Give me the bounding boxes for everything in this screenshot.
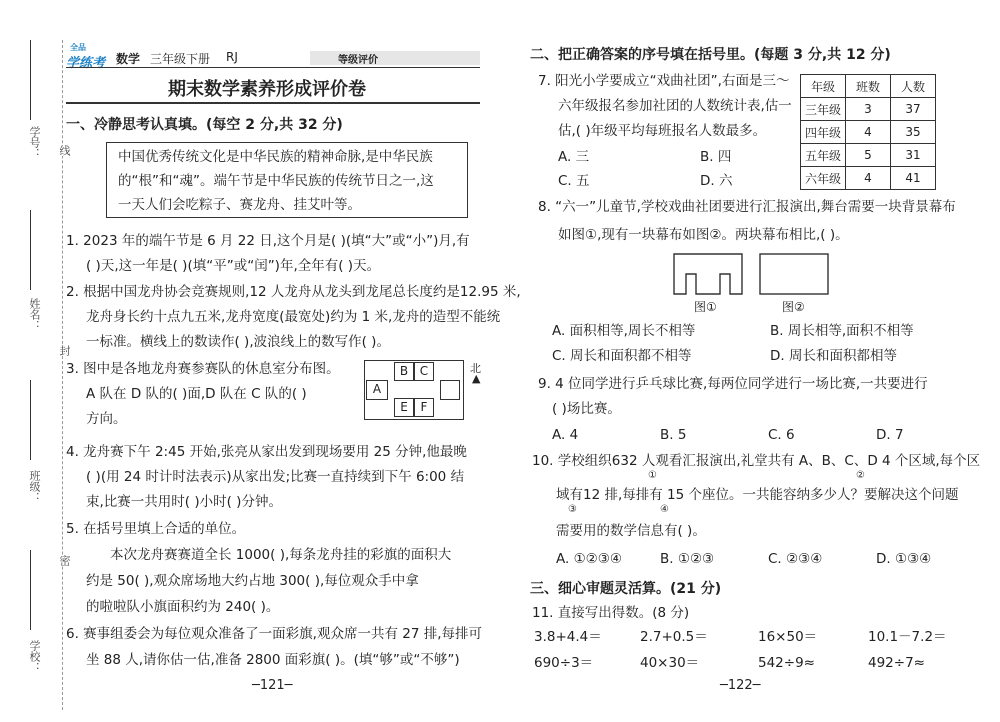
table-cell: 4 [846, 167, 891, 190]
q6-line: 6. 赛事组委会为每位观众准备了一面彩旗,观众席一共有 27 排,每排可 [66, 626, 483, 642]
id-field[interactable] [30, 40, 31, 120]
q8-option[interactable]: B. 周长相等,面积不相等 [770, 323, 914, 339]
table-cell: 37 [891, 98, 936, 121]
cut-mark-3: 密 [58, 555, 71, 566]
q1-line: 1. 2023 年的端午节是 6 月 22 日,这个月是( )(填“大”或“小”)月,有 [66, 233, 470, 249]
q10-line: 域有12 排,每排有 15 个座位。一共能容纳多少人？要解决这个问题 [556, 487, 959, 503]
cut-mark-2: 封 [58, 345, 71, 356]
q10-option[interactable]: D. ①③④ [876, 551, 932, 567]
table-cell: 六年级 [801, 167, 846, 190]
q6-line: 坐 88 人,请你估一估,准备 2800 面彩旗( )。(填“够”或“不够”) [86, 652, 460, 668]
name-field[interactable] [30, 210, 31, 290]
q2-line: 龙舟身长约十点九五米,龙舟宽度(最宽处)约为 1 米,龙舟的造型不能统 [86, 309, 501, 325]
class-field[interactable] [30, 380, 31, 460]
table-header: 年级 [801, 75, 846, 98]
intro-line: 一天人们会吃粽子、赛龙舟、挂艾叶等。 [118, 197, 361, 213]
table-cell: 三年级 [801, 98, 846, 121]
q10-line: 10. 学校组织632 人观看汇报演出,礼堂共有 A、B、C、D 4 个区域,每个区 [532, 453, 981, 469]
q11-line: 11. 直接写出得数。(8 分) [532, 605, 690, 621]
page-title: 期末数学素养形成评价卷 [168, 79, 366, 100]
table-cell: 35 [891, 121, 936, 144]
rating-box[interactable] [310, 51, 480, 65]
id-label: 学号： [28, 126, 41, 159]
q8-option[interactable]: C. 周长和面积都不相等 [552, 348, 692, 364]
q5-line: 约是 50( ),观众席场地大约占地 300( ),每位观众手中拿 [86, 573, 419, 589]
section-3-heading: 三、细心审题灵活算。(21 分) [530, 581, 722, 597]
intro-line: 中国优秀传统文化是中华民族的精神命脉,是中华民族 [118, 149, 433, 165]
q7-option[interactable]: B. 四 [700, 149, 732, 165]
q7-line: 六年级报名参加社团的人数统计表,估一 [558, 98, 792, 114]
q5-line: 本次龙舟赛赛道全长 1000( ),每条龙舟挂的彩旗的面积大 [110, 547, 452, 563]
calc-item[interactable]: 492÷7≈ [868, 655, 925, 671]
calc-item[interactable]: 690÷3＝ [534, 655, 594, 671]
q8-option[interactable]: A. 面积相等,周长不相等 [552, 323, 696, 339]
q8-option[interactable]: D. 周长和面积都相等 [770, 348, 897, 364]
section-2-heading: 二、把正确答案的序号填在括号里。(每题 3 分,共 12 分) [530, 47, 891, 63]
page-number-right: ─122─ [720, 678, 761, 693]
section-1-heading: 一、冷静思考认真填。(每空 2 分,共 32 分) [66, 117, 343, 133]
q8-figures [672, 250, 832, 298]
q2-line: 一标准。横线上的数读作( ),波浪线上的数写作( )。 [86, 334, 390, 350]
room-b: B [394, 362, 414, 381]
calc-item[interactable]: 542÷9≈ [758, 655, 815, 671]
table-row [801, 98, 936, 121]
title-rule [66, 102, 480, 104]
q7-line: 估,( )年级平均每班报名人数最多。 [558, 123, 767, 139]
q9-option[interactable]: A. 4 [552, 427, 579, 443]
q7-option[interactable]: A. 三 [558, 149, 590, 165]
table-cell: 3 [846, 98, 891, 121]
q10-line: 需要用的数学信息有( )。 [556, 523, 706, 539]
q10-mark-4: ④ [660, 504, 669, 515]
grade-label: 三年级下册 [150, 52, 211, 66]
calc-item[interactable]: 3.8+4.4＝ [534, 629, 602, 645]
q4-line: ( )(用 24 时计时法表示)从家出发;比赛一直持续到下午 6:00 结 [86, 469, 465, 485]
q4-line: 束,比赛一共用时( )小时( )分钟。 [86, 494, 282, 510]
logo-top: 全品 [70, 43, 86, 52]
calc-item[interactable]: 40×30＝ [640, 655, 700, 671]
calc-item[interactable]: 2.7+0.5＝ [640, 629, 708, 645]
q7-line: 7. 阳光小学要成立“戏曲社团”,右面是三～ [538, 73, 790, 89]
header-rule [66, 67, 480, 68]
q10-option[interactable]: B. ①②③ [660, 551, 715, 567]
intro-line: 的“根”和“魂”。端午节是中华民族的传统节日之一,这 [118, 173, 434, 189]
room-a: A [366, 380, 388, 400]
q3-line: 3. 图中是各地龙舟赛参赛队的休息室分布图。 [66, 361, 340, 377]
cut-line [62, 40, 63, 710]
cut-mark-1: 线 [58, 145, 71, 156]
table-cell: 41 [891, 167, 936, 190]
subject: 数学 [116, 52, 141, 66]
figure-2-label: 图② [782, 300, 805, 314]
edition: RJ [226, 50, 238, 64]
school-field[interactable] [30, 550, 31, 630]
table-row [801, 144, 936, 167]
calc-item[interactable]: 16×50＝ [758, 629, 818, 645]
q1-line: ( )天,这一年是( )(填“平”或“闰”)年,全年有( )天。 [86, 258, 381, 274]
q5-line: 5. 在括号里填上合适的单位。 [66, 521, 246, 537]
page-number-left: ─121─ [252, 678, 293, 693]
q10-mark-2: ② [856, 470, 865, 481]
figure-1-label: 图① [694, 300, 717, 314]
table-cell: 5 [846, 144, 891, 167]
q3-line: A 队在 D 队的( )面,D 队在 C 队的( ) [86, 386, 307, 402]
q9-option[interactable]: B. 5 [660, 427, 687, 443]
table-cell: 31 [891, 144, 936, 167]
name-label: 姓名： [28, 298, 41, 331]
north-arrow-icon: ▲ [472, 372, 481, 385]
q4-line: 4. 龙舟赛下午 2:45 开始,张亮从家出发到现场要用 25 分钟,他最晚 [66, 444, 467, 460]
table-header: 人数 [891, 75, 936, 98]
q9-option[interactable]: C. 6 [768, 427, 795, 443]
q10-option[interactable]: C. ②③④ [768, 551, 823, 567]
q9-line: 9. 4 位同学进行乒乓球比赛,每两位同学进行一场比赛,一共要进行 [538, 376, 928, 392]
table-header-row [801, 75, 936, 98]
room-f: F [414, 398, 434, 417]
q5-line: 的啦啦队小旗面积约为 240( )。 [86, 599, 280, 615]
q3-line: 方向。 [86, 411, 127, 427]
figure-2-shape [760, 254, 828, 294]
q2-line: 2. 根据中国龙舟协会竞赛规则,12 人龙舟从龙头到龙尾总长度约是12.95 米, [66, 284, 521, 300]
grade-table [800, 74, 936, 190]
room-e: E [394, 398, 414, 417]
room-c: C [414, 362, 434, 381]
q9-option[interactable]: D. 7 [876, 427, 904, 443]
table-row [801, 121, 936, 144]
q7-option[interactable]: C. 五 [558, 173, 590, 189]
q9-line: ( )场比赛。 [552, 401, 621, 417]
class-label: 班级： [28, 470, 41, 503]
table-row [801, 167, 936, 190]
logo: 学练考 [66, 56, 106, 71]
table-cell: 4 [846, 121, 891, 144]
q8-line: 8. “六一”儿童节,学校戏曲社团要进行汇报演出,舞台需要一块背景幕布 [538, 199, 956, 215]
q8-line: 如图①,现有一块幕布如图②。两块幕布相比,( )。 [558, 227, 849, 243]
q10-option[interactable]: A. ①②③④ [556, 551, 622, 567]
q7-option[interactable]: D. 六 [700, 173, 733, 189]
table-header: 班数 [846, 75, 891, 98]
table-cell: 四年级 [801, 121, 846, 144]
north-label: 北 [470, 362, 481, 375]
figure-1-shape [674, 254, 742, 294]
calc-item[interactable]: 10.1－7.2＝ [868, 629, 947, 645]
table-cell: 五年级 [801, 144, 846, 167]
rating-label: 等级评价 [338, 55, 378, 66]
q10-mark-1: ① [648, 470, 657, 481]
room-blank [440, 380, 460, 400]
q10-mark-3: ③ [568, 504, 577, 515]
school-label: 学校： [28, 640, 41, 673]
